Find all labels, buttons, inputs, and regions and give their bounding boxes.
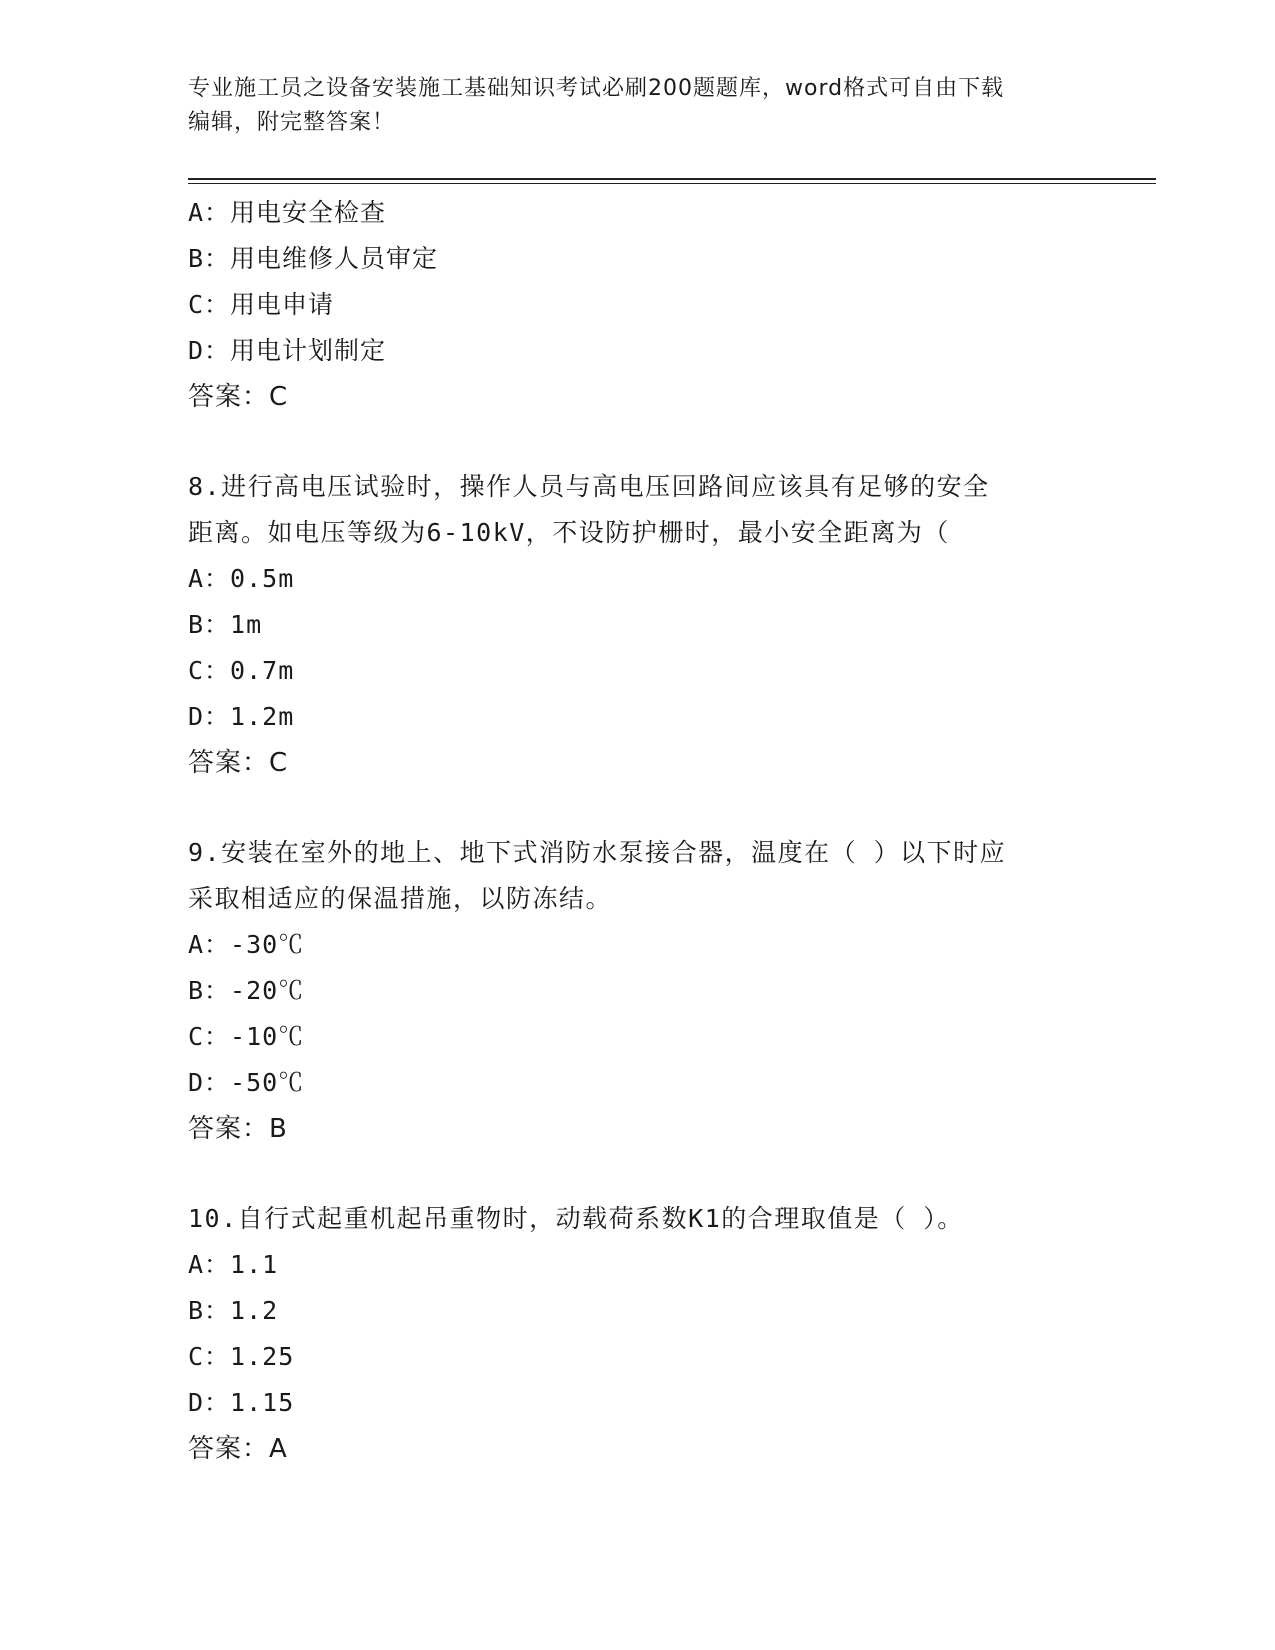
option-a: A：1.1 bbox=[188, 1250, 279, 1279]
option-d: D：-50℃ bbox=[188, 1068, 305, 1097]
answer: 答案：A bbox=[188, 1434, 288, 1464]
question-stem-line-2: 距离。如电压等级为6-10kV，不设防护栅时，最小安全距离为（ bbox=[188, 518, 950, 547]
answer: 答案：C bbox=[188, 748, 289, 778]
question-stem-line-1: 9.安装在室外的地上、地下式消防水泵接合器，温度在（ ）以下时应 bbox=[188, 838, 1007, 867]
option-d: D：用电计划制定 bbox=[188, 336, 387, 365]
answer: 答案：C bbox=[188, 382, 289, 412]
answer: 答案：B bbox=[188, 1114, 288, 1144]
option-b: B：1.2 bbox=[188, 1296, 279, 1325]
option-a: A：0.5m bbox=[188, 564, 295, 593]
header-title-line-1: 专业施工员之设备安装施工基础知识考试必刷200题题库，word格式可自由下载 bbox=[188, 76, 1005, 101]
option-b: B：1m bbox=[188, 610, 263, 639]
option-d: D：1.15 bbox=[188, 1388, 295, 1417]
option-b: B：用电维修人员审定 bbox=[188, 244, 439, 273]
option-b: B：-20℃ bbox=[188, 976, 305, 1005]
header-title-line-2: 编辑，附完整答案！ bbox=[188, 110, 396, 135]
option-d: D：1.2m bbox=[188, 702, 295, 731]
question-10 bbox=[188, 1196, 1088, 1472]
option-c: C：-10℃ bbox=[188, 1022, 305, 1051]
question-list bbox=[188, 190, 1088, 1472]
header-divider-thin bbox=[188, 183, 1156, 184]
option-a: A：用电安全检查 bbox=[188, 198, 387, 227]
option-c: C：0.7m bbox=[188, 656, 295, 685]
question-9 bbox=[188, 830, 1088, 1152]
option-c: C：1.25 bbox=[188, 1342, 295, 1371]
question-8 bbox=[188, 464, 1088, 786]
document-header bbox=[188, 72, 1088, 140]
question-7 bbox=[188, 190, 1088, 420]
question-stem-line-1: 8.进行高电压试验时，操作人员与高电压回路间应该具有足够的安全 bbox=[188, 472, 990, 501]
header-divider bbox=[188, 178, 1156, 180]
option-a: A：-30℃ bbox=[188, 930, 305, 959]
option-c: C：用电申请 bbox=[188, 290, 335, 319]
question-stem-line-2: 采取相适应的保温措施，以防冻结。 bbox=[188, 884, 613, 913]
question-stem-line-1: 10.自行式起重机起吊重物时，动载荷系数K1的合理取值是（ ）。 bbox=[188, 1204, 964, 1233]
